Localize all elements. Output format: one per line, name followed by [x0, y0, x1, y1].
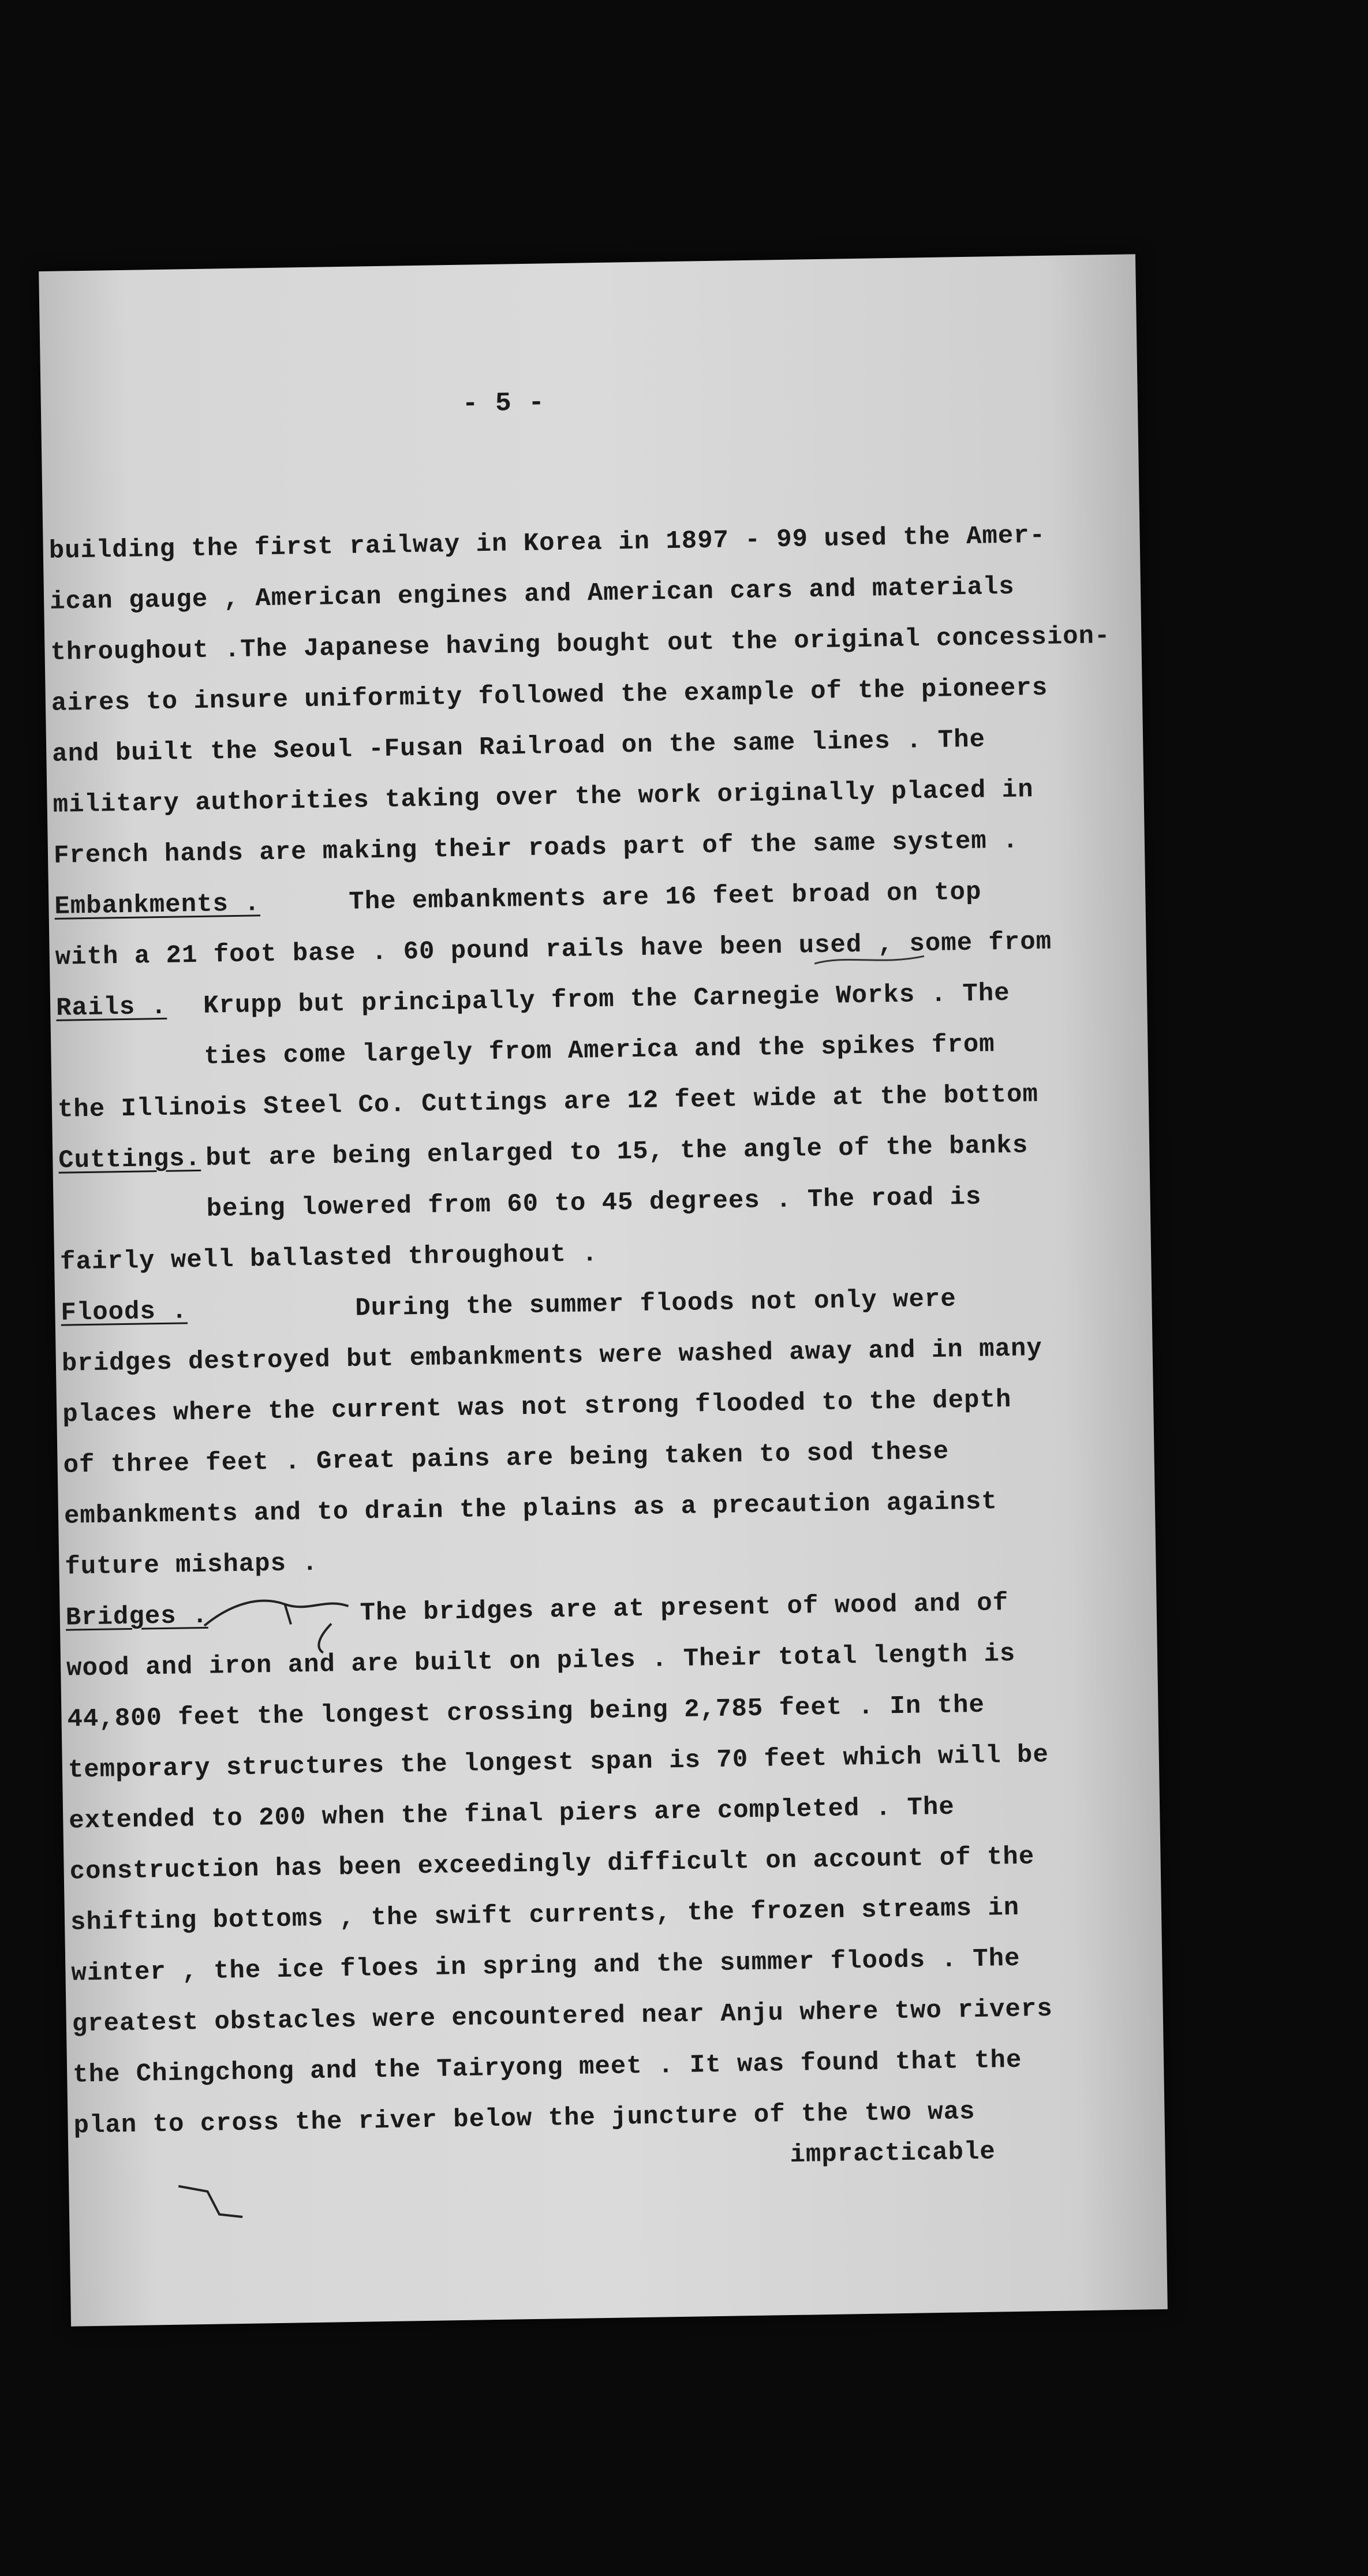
text-line-23: wood and iron and are built on piles . Their total length is — [66, 1639, 1016, 1683]
text-line-27: construction has been exceedingly difficult on account of the — [69, 1842, 1035, 1887]
text-line-12: the Illinois Steel Co. Cuttings are 12 feet wide at the bottom — [57, 1080, 1039, 1125]
pen-underline-mark — [812, 947, 928, 972]
typed-page — [39, 254, 1168, 2326]
pen-scribble-mark — [198, 1588, 372, 1660]
text-line-6: military authorities taking over the work originally placed in — [53, 775, 1034, 820]
pen-tick-mark — [173, 2174, 254, 2227]
text-line-19: of three feet . Great pains are being taken to sod these — [63, 1437, 950, 1480]
text-line-20: embankments and to drain the plains as a precaution against — [63, 1487, 998, 1531]
margin-heading-bridges: Bridges . — [65, 1601, 208, 1633]
margin-heading-cuttings: Cuttings. — [58, 1144, 201, 1175]
text-line-15: fairly well ballasted throughout . — [59, 1240, 599, 1277]
text-line-1: building the first railway in Korea in 1897 - 99 used the Amer- — [48, 521, 1046, 566]
text-line-28: shifting bottoms , the swift currents, the frozen streams in — [70, 1893, 1020, 1937]
text-line-29: winter , the ice floes in spring and the summer floods . The — [71, 1944, 1021, 1988]
margin-heading-rails: Rails . — [55, 992, 167, 1023]
text-line-18: places where the current was not strong flooded to the depth — [62, 1385, 1012, 1429]
text-line-22: The bridges are at present of wood and of — [360, 1589, 1009, 1628]
text-line-25: temporary structures the longest span is 70 feet which will be — [68, 1740, 1049, 1785]
text-line-5: and built the Seoul -Fusan Railroad on the same lines . The — [51, 725, 986, 769]
text-line-13: but are being enlarged to 15, the angle of the banks — [205, 1131, 1029, 1173]
text-line-4: aires to insure uniformity followed the example of the pioneers — [51, 673, 1048, 718]
text-line-11: ties come largely from America and the spikes from — [204, 1030, 996, 1072]
text-line-21: future mishaps . — [65, 1548, 319, 1582]
text-line-3: throughout .The Japanese having bought out the original concession- — [50, 622, 1111, 667]
text-line-30: greatest obstacles were encountered near Anju where two rivers — [72, 1994, 1053, 2039]
catchword: impracticable — [790, 2137, 996, 2170]
text-line-7: French hands are making their roads part of the same system . — [53, 826, 1019, 871]
text-line-10: Krupp but principally from the Carnegie Works . The — [203, 979, 1011, 1021]
text-line-31: the Chingchong and the Tairyong meet . It was found that the — [72, 2045, 1022, 2090]
text-line-26: extended to 200 when the final piers are completed . The — [68, 1793, 955, 1836]
text-line-2: ican gauge , American engines and American cars and materials — [49, 572, 1015, 617]
text-line-17: bridges destroyed but embankments were washed away and in many — [61, 1334, 1043, 1379]
margin-heading-floods: Floods . — [61, 1297, 188, 1328]
margin-heading-embankments: Embankments . — [54, 889, 261, 921]
text-line-14: being lowered from 60 to 45 degrees . The road is — [206, 1182, 982, 1224]
text-line-16: During the summer floods not only were — [355, 1285, 957, 1323]
text-line-32: plan to cross the river below the juncture of the two was — [73, 2097, 975, 2141]
page-number: - 5 - — [462, 387, 545, 419]
text-line-9: with a 21 foot base . 60 pound rails have been used , some from — [55, 927, 1052, 972]
text-line-8: The embankments are 16 feet broad on top — [348, 878, 982, 917]
text-line-24: 44,800 feet the longest crossing being 2,785 feet . In the — [67, 1690, 985, 1734]
